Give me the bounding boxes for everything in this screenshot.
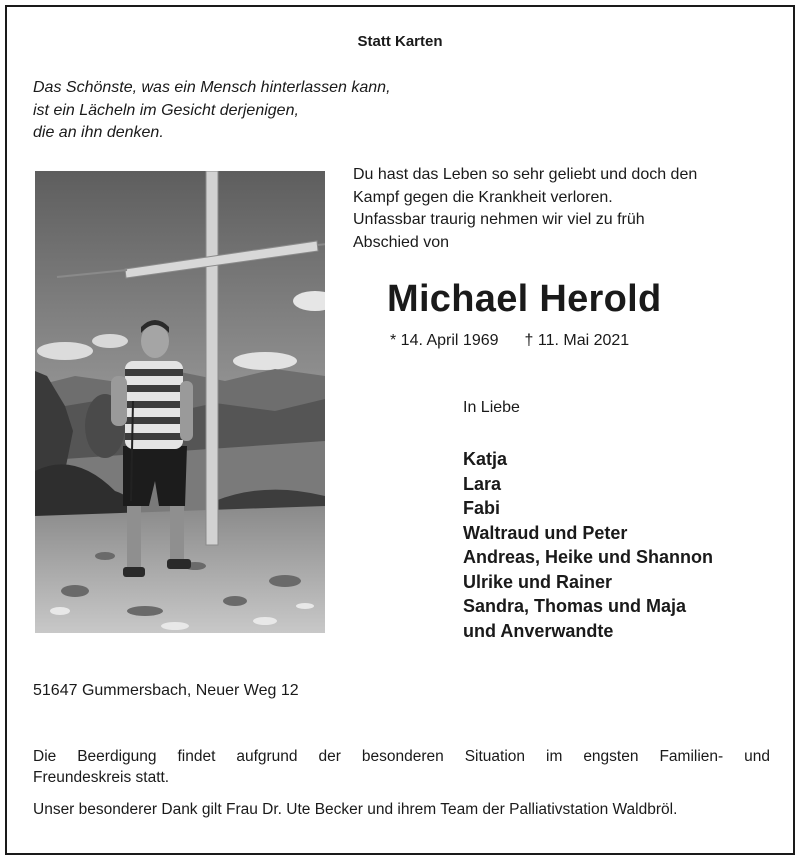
quote-line: ist ein Lächeln im Gesicht derjenigen,: [33, 101, 299, 119]
family-address: 51647 Gummersbach, Neuer Weg 12: [33, 682, 299, 699]
intro-line: Kampf gegen die Krankheit verloren.: [353, 188, 613, 206]
mourner-name: Katja: [463, 449, 508, 469]
mourner-name: Lara: [463, 473, 502, 494]
mourner-name: Fabi: [463, 498, 501, 518]
mourner-name: und Anverwandte: [463, 620, 614, 641]
portrait-photo: [35, 171, 325, 633]
deceased-name: Michael Herold: [387, 278, 662, 320]
mourner-name: Andreas, Heike und Shannon: [463, 547, 714, 567]
intro-text: [353, 164, 773, 254]
mourner-name: Ulrike und Rainer: [463, 571, 613, 592]
quote-line: Das Schönste, was ein Mensch hinterlassen kann,: [33, 79, 391, 96]
mourners-intro: In Liebe: [463, 399, 520, 416]
burial-line: Freundeskreis statt.: [33, 769, 170, 786]
burial-line: Die Beerdigung findet aufgrund der besonderen Situation im engsten Familien- und: [33, 748, 770, 765]
memorial-quote: [33, 77, 453, 145]
death-date: † 11. Mai 2021: [524, 332, 630, 349]
life-dates: [390, 332, 629, 350]
mourner-name: Sandra, Thomas und Maja: [463, 596, 687, 616]
thanks-note: Unser besonderer Dank gilt Frau Dr. Ute Becker und ihrem Team der Palliativstation Waldbröl.: [33, 801, 678, 818]
mourner-name: Waltraud und Peter: [463, 522, 628, 543]
burial-notice: [33, 746, 770, 788]
mourners-list: [463, 447, 713, 643]
intro-line: Unfassbar traurig nehmen wir viel zu früh: [353, 211, 645, 228]
intro-line: Du hast das Leben so sehr geliebt und doch den: [353, 166, 698, 183]
intro-line: Abschied von: [353, 233, 450, 251]
birth-date: * 14. April 1969: [390, 332, 499, 349]
notice-heading: Statt Karten: [357, 33, 443, 50]
quote-line: die an ihn denken.: [33, 124, 164, 141]
